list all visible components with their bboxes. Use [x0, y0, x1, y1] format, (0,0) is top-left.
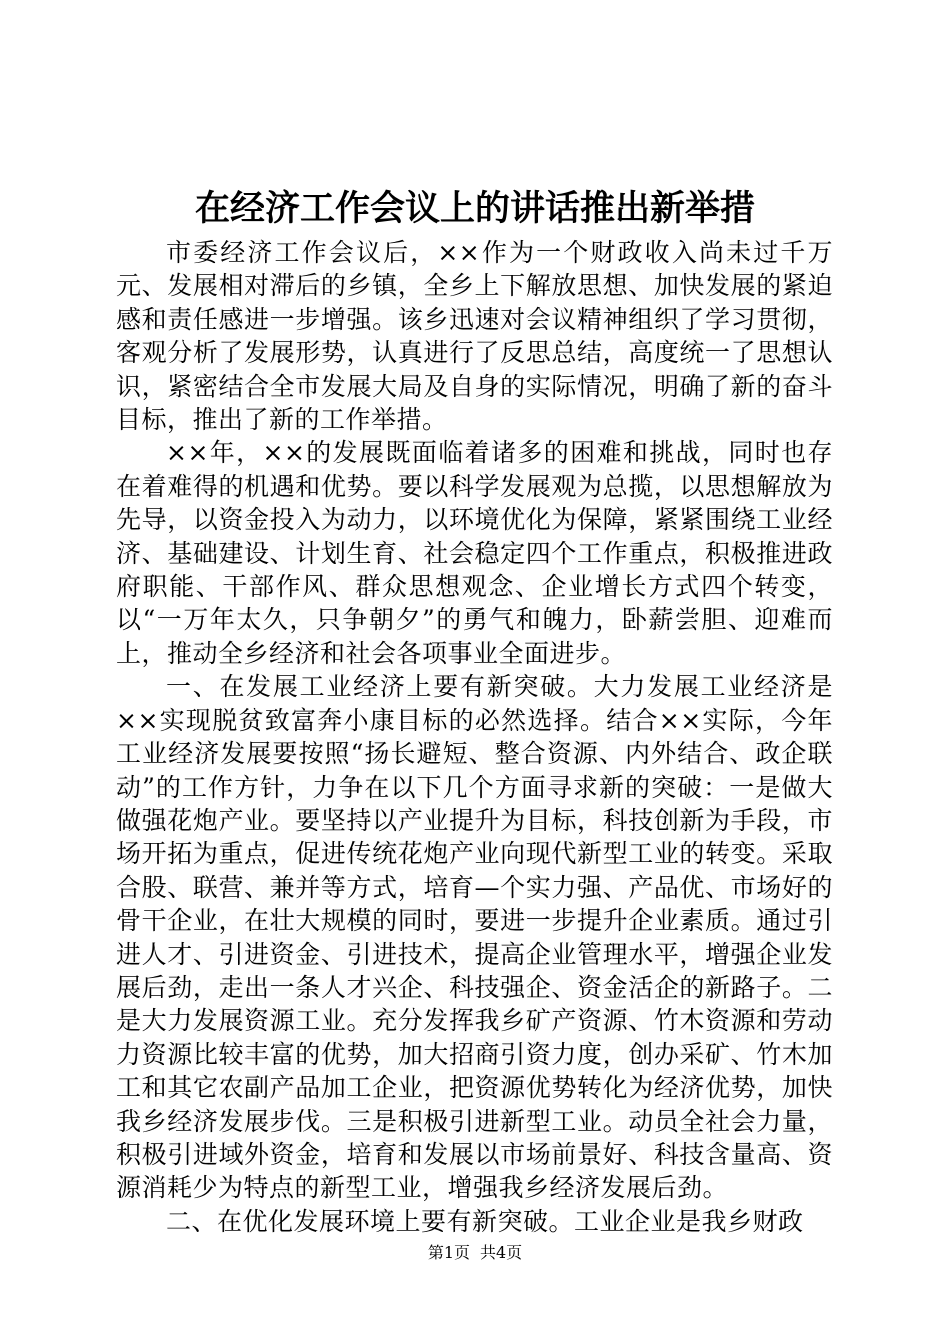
page-footer — [0, 1243, 950, 1263]
page-title: 在经济工作会议上的讲话推出新举措 — [194, 188, 755, 229]
paragraph: 一、在发展工业经济上要有新突破。大力发展工业经济是××实现脱贫致富奔小康目标的必然选择。结合××实际，今年工业经济发展要按照“扬长避短、整合资源、内外结合、政企联动”的工作方针，力争在以下几个方面寻求新的突破：一是做大做强花炮产业。要坚持以产业提升为目标，科技创新为手段，市场开拓为重点，促进传统花炮产业向现代新型工业的转变。采取合股、联营、兼并等方式，培育—个实力强、产品优、市场好的骨干企业，在壮大规模的同时，要进一步提升企业素质。通过引进人才、引进资金、引进技术，提高企业管理水平，增强企业发展后劲，走出一条人才兴企、科技强企、资金活企的新路子。二是大力发展资源工业。充分发挥我乡矿产资源、竹木资源和劳动力资源比较丰富的优势，加大招商引资力度，创办采矿、竹木加工和其它农副产品加工企业，把资源优势转化为经济优势，加快我乡经济发展步伐。三是积极引进新型工业。动员全社会力量，积极引进域外资金，培育和发展以市场前景好、科技含量高、资源消耗少为特点的新型工业，增强我乡经济发展后劲。 — [116, 672, 833, 1203]
document-body — [116, 236, 833, 1238]
page-total: 共4页 — [480, 1243, 523, 1262]
paragraph: ××年，××的发展既面临着诸多的困难和挑战，同时也存在着难得的机遇和优势。要以科学发展观为总揽，以思想解放为先导，以资金投入为动力，以环境优化为保障，紧紧围绕工业经济、基础建设、计划生育、社会稳定四个工作重点，积极推进政府职能、干部作风、群众思想观念、企业增长方式四个转变，以“一万年太久，只争朝夕”的勇气和魄力，卧薪尝胆、迎难而上，推动全乡经济和社会各项事业全面进步。 — [116, 438, 833, 668]
paragraph: 市委经济工作会议后，××作为一个财政收入尚未过千万元、发展相对滞后的乡镇，全乡上下解放思想、加快发展的紧迫感和责任感进一步增强。该乡迅速对会议精神组织了学习贯彻，客观分析了发展形势，认真进行了反思总结，高度统一了思想认识，紧密结合全市发展大局及自身的实际情况，明确了新的奋斗目标，推出了新的工作举措。 — [116, 238, 833, 435]
paragraph: 二、在优化发展环境上要有新突破。工业企业是我乡财政 — [166, 1206, 804, 1236]
page-number: 第1页 — [427, 1243, 470, 1262]
